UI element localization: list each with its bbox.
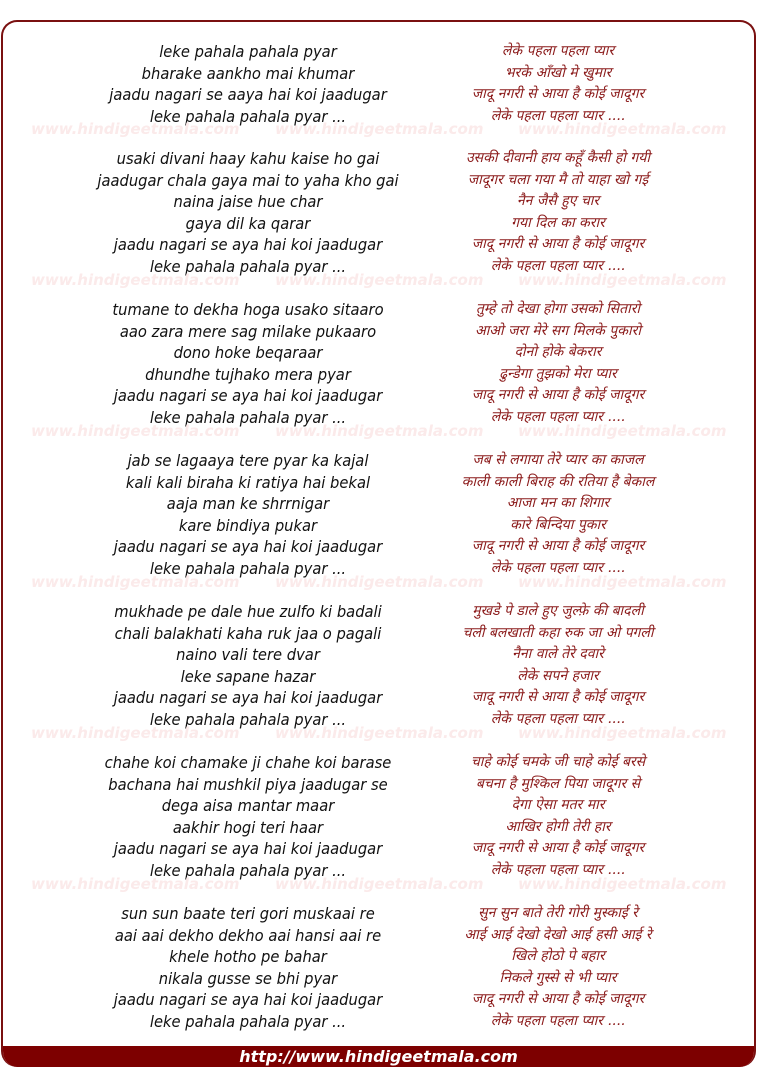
lyric-english: mukhade pe dale hue zulfo ki badali [114, 602, 382, 621]
watermark-row [3, 573, 756, 593]
lyric-hindi: आखिर होगी तेरी हार [505, 818, 611, 835]
stanza-6 [3, 752, 756, 882]
lyric-hindi: लेके पहला पहला प्यार .... [490, 1012, 626, 1029]
lyric-hindi: नैन जैसै हुए चार [516, 193, 600, 210]
watermark-text: www.hindigeetmala.com [31, 573, 240, 591]
lyric-english: usaki divani haay kahu kaise ho gai [116, 149, 380, 168]
lyric-hindi: जादू नगरी से आया है कोई जादूगर [471, 991, 645, 1008]
watermark-text: www.hindigeetmala.com [518, 422, 727, 440]
lyric-english: sun sun baate teri gori muskaai re [121, 904, 375, 923]
lyric-hindi: लेके पहला पहला प्यार .... [490, 861, 626, 878]
lyric-english: bharake aankho mai khumar [141, 63, 355, 83]
watermark-text: www.hindigeetmala.com [518, 573, 727, 591]
lyric-hindi: निकले गुस्से से भी प्यार [499, 969, 617, 986]
lyric-english: jab se lagaaya tere pyar ka kajal [127, 451, 369, 470]
lyric-line [3, 493, 756, 515]
lyric-hindi: लेके पहला पहला प्यार .... [490, 559, 626, 576]
lyric-line [3, 170, 756, 192]
lyric-hindi: लेके सपने हजार [517, 667, 599, 684]
lyric-line [3, 450, 756, 472]
lyric-line [3, 342, 756, 364]
lyric-hindi: लेके पहला पहला प्यार .... [490, 408, 626, 425]
lyric-hindi: आई आई देखो देखो आई हसी आई रे [464, 926, 652, 943]
watermark-row [3, 724, 756, 744]
lyric-line [3, 299, 756, 321]
lyrics-frame [1, 20, 756, 1067]
lyric-line [3, 63, 756, 85]
lyric-english: jaadu nagari se aya hai koi jaadugar [113, 688, 383, 708]
lyric-line [3, 989, 756, 1011]
lyric-english: leke pahala pahala pyar ... [149, 407, 347, 427]
lyric-english: leke pahala pahala pyar [159, 42, 337, 61]
lyric-english: chahe koi chamake ji chahe koi barase [104, 753, 392, 772]
lyric-line [3, 84, 756, 106]
lyric-line [3, 1011, 756, 1033]
lyric-hindi: जादू नगरी से आया है कोई जादूगर [471, 538, 645, 555]
watermark-row [3, 875, 756, 895]
lyric-hindi: जादू नगरी से आया है कोई जादूगर [471, 689, 645, 706]
lyric-hindi: जादू नगरी से आया है कोई जादूगर [471, 86, 645, 103]
lyric-line [3, 946, 756, 968]
lyric-hindi: सुन सुन बाते तेरी गोरी मुस्काई रे [478, 905, 638, 921]
lyric-hindi: लेके पहला पहला प्यार .... [490, 107, 626, 124]
stanza-2 [3, 148, 756, 278]
lyric-english: jaadu nagari se aya hai koi jaadugar [113, 386, 383, 406]
footer-url[interactable]: http://www.hindigeetmala.com [239, 1047, 518, 1066]
stanza-5 [3, 601, 756, 731]
lyric-english: jaadu nagari se aaya hai koi jaadugar [109, 85, 387, 105]
lyric-english: dhundhe tujhako mera pyar [145, 364, 351, 384]
lyric-english: gaya dil ka qarar [185, 213, 311, 233]
watermark-text: www.hindigeetmala.com [275, 271, 484, 289]
watermark-text: www.hindigeetmala.com [518, 271, 727, 289]
lyric-english: aaja man ke shrrnigar [166, 494, 330, 514]
lyric-line [3, 623, 756, 645]
lyric-english: dega aisa mantar maar [161, 796, 335, 816]
lyric-english: jaadugar chala gaya mai to yaha kho gai [97, 170, 399, 190]
lyric-english: aao zara mere sag milake pukaaro [119, 321, 377, 341]
lyric-hindi: जादू नगरी से आया है कोई जादूगर [471, 387, 645, 404]
lyric-english: leke pahala pahala pyar ... [149, 709, 347, 729]
lyric-hindi: भरके आँखो मे खुमार [504, 64, 612, 81]
lyric-hindi: लेके पहला पहला प्यार .... [490, 710, 626, 727]
lyric-line [3, 41, 756, 63]
lyric-hindi: कारे बिन्दिया पुकार [510, 516, 606, 533]
lyric-line [3, 817, 756, 839]
lyric-english: bachana hai mushkil piya jaadugar se [108, 774, 388, 794]
footer-url-bar [3, 1046, 754, 1067]
lyric-hindi: मुखडे पे डाले हुए जुल्फ़े की बादली [472, 603, 644, 619]
stanza-7 [3, 903, 756, 1033]
lyric-english: naina jaise hue char [173, 192, 323, 212]
lyric-english: jaadu nagari se aya hai koi jaadugar [113, 235, 383, 255]
lyric-hindi: जादू नगरी से आया है कोई जादूगर [471, 840, 645, 857]
lyric-hindi: गया दिल का करार [511, 214, 605, 231]
watermark-text: www.hindigeetmala.com [275, 724, 484, 742]
lyric-english: kare bindiya pukar [178, 515, 318, 535]
watermark-text: www.hindigeetmala.com [275, 422, 484, 440]
lyric-hindi: ढुन्डेगा तुझको मेरा प्यार [499, 365, 617, 382]
lyric-line [3, 774, 756, 796]
watermark-text: www.hindigeetmala.com [275, 875, 484, 893]
lyric-english: aai aai dekho dekho aai hansi aai re [114, 925, 382, 945]
lyric-hindi: लेके पहला पहला प्यार [501, 43, 615, 59]
watermark-text: www.hindigeetmala.com [31, 422, 240, 440]
lyric-line [3, 385, 756, 407]
lyric-english: jaadu nagari se aya hai koi jaadugar [113, 537, 383, 557]
lyric-line [3, 903, 756, 925]
watermark-text: www.hindigeetmala.com [275, 573, 484, 591]
lyric-hindi: तुम्हे तो देखा होगा उसको सितारो [475, 301, 641, 317]
lyric-line [3, 234, 756, 256]
lyric-hindi: चाहे कोई चमके जी चाहे कोई बरसे [470, 754, 646, 770]
lyric-line [3, 795, 756, 817]
lyric-hindi: चली बलखाती कहा रुक जा ओ पगली [462, 624, 654, 641]
lyric-line [3, 644, 756, 666]
lyric-line [3, 321, 756, 343]
watermark-row [3, 271, 756, 291]
lyric-english: nikala gusse se bhi pyar [158, 968, 338, 988]
watermark-text: www.hindigeetmala.com [518, 120, 727, 138]
lyric-english: jaadu nagari se aya hai koi jaadugar [113, 990, 383, 1010]
lyric-hindi: खिले होठो पे बहार [511, 948, 605, 965]
lyric-line [3, 601, 756, 623]
watermark-text: www.hindigeetmala.com [518, 875, 727, 893]
lyric-line [3, 838, 756, 860]
watermark-text: www.hindigeetmala.com [31, 120, 240, 138]
lyric-hindi: जब से लगाया तेरे प्यार का काजल [472, 452, 644, 468]
lyric-line [3, 191, 756, 213]
watermark-text: www.hindigeetmala.com [31, 271, 240, 289]
lyric-line [3, 472, 756, 494]
lyric-english: leke pahala pahala pyar ... [149, 1011, 347, 1031]
lyric-hindi: आओ जरा मेरे सग मिलके पुकारो [475, 322, 641, 339]
lyric-english: chali balakhati kaha ruk jaa o pagali [114, 623, 382, 643]
lyric-hindi: नैना वाले तेरे दवारे [512, 646, 604, 663]
lyric-hindi: जादू नगरी से आया है कोई जादूगर [471, 236, 645, 253]
lyric-line [3, 515, 756, 537]
watermark-text: www.hindigeetmala.com [31, 724, 240, 742]
lyric-hindi: दोनो होके बेकरार [514, 344, 602, 361]
lyric-line [3, 687, 756, 709]
lyric-hindi: बचना है मुश्किल पिया जादूगर से [475, 775, 641, 792]
lyric-line [3, 968, 756, 990]
stanza-1 [3, 41, 756, 127]
lyric-english: leke pahala pahala pyar ... [149, 860, 347, 880]
lyric-line [3, 148, 756, 170]
lyric-line [3, 666, 756, 688]
lyric-english: naino vali tere dvar [176, 645, 320, 665]
lyric-english: khele hotho pe bahar [169, 947, 327, 967]
lyric-english: kali kali biraha ki ratiya hai bekal [125, 472, 371, 492]
lyric-line [3, 536, 756, 558]
watermark-text: www.hindigeetmala.com [275, 120, 484, 138]
lyric-hindi: काली काली बिराह की रतिया है बेकाल [461, 473, 655, 490]
lyric-line [3, 752, 756, 774]
lyric-english: jaadu nagari se aya hai koi jaadugar [113, 839, 383, 859]
lyric-line [3, 925, 756, 947]
lyric-english: leke pahala pahala pyar ... [149, 256, 347, 276]
lyric-english: leke sapane hazar [180, 666, 316, 686]
stanza-4 [3, 450, 756, 580]
lyric-hindi: देगा ऐसा मतर मार [511, 797, 605, 814]
lyric-english: dono hoke beqaraar [173, 343, 323, 363]
lyric-hindi: जादूगर चला गया मै तो याहा खो गई [467, 171, 649, 188]
lyric-english: leke pahala pahala pyar ... [149, 106, 347, 126]
watermark-row [3, 422, 756, 442]
lyric-english: tumane to dekha hoga usako sitaaro [112, 300, 384, 319]
lyric-line [3, 213, 756, 235]
lyric-hindi: आजा मन का शिगार [506, 495, 610, 512]
watermark-row [3, 120, 756, 140]
lyric-english: aakhir hogi teri haar [172, 817, 324, 837]
lyric-english: leke pahala pahala pyar ... [149, 558, 347, 578]
lyric-hindi: उसकी दीवानी हाय कहूँ कैसी हो गयी [466, 150, 650, 166]
lyric-hindi: लेके पहला पहला प्यार .... [490, 257, 626, 274]
watermark-text: www.hindigeetmala.com [518, 724, 727, 742]
watermark-text: www.hindigeetmala.com [31, 875, 240, 893]
lyric-line [3, 364, 756, 386]
stanza-3 [3, 299, 756, 429]
